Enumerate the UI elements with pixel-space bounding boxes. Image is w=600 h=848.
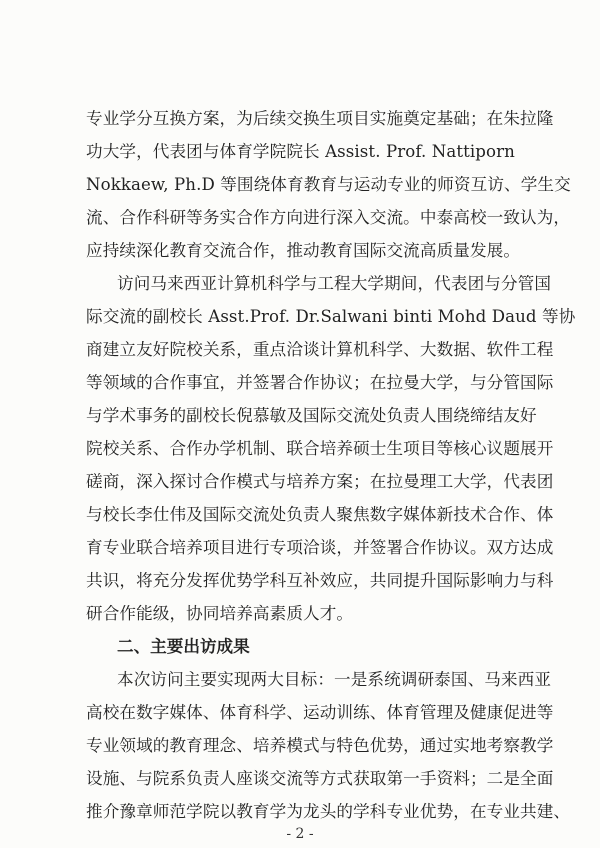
paragraph-line: 应持续深化教育交流合作，推动教育国际交流高质量发展。: [86, 241, 521, 260]
paragraph-line: 高校在数字媒体、体育科学、运动训练、体育管理及健康促进等: [86, 703, 554, 722]
paragraph-line: 本次访问主要实现两大目标：一是系统调研泰国、马来西亚: [117, 670, 552, 689]
paragraph-line: 功大学，代表团与体育学院院长 Assist. Prof. Nattiporn: [86, 142, 515, 161]
paragraph-line: 与学术事务的副校长倪慕敏及国际交流处负责人围绕缔结友好: [86, 406, 537, 425]
section-heading: 二、主要出访成果: [117, 637, 250, 656]
paragraph-line: 访问马来西亚计算机科学与工程大学期间，代表团与分管国: [117, 274, 552, 293]
paragraph-line: 际交流的副校长 Asst.Prof. Dr.Salwani binti Mohd Daud 等协: [86, 307, 576, 326]
paragraph-line: 育专业联合培养项目进行专项洽谈，并签署合作协议。双方达成: [86, 538, 554, 557]
paragraph-line: 共识，将充分发挥优势学科互补效应，共同提升国际影响力与科: [86, 571, 554, 590]
paragraph-line: 研合作能级，协同培养高素质人才。: [86, 604, 354, 623]
paragraph-line: 专业学分互换方案，为后续交换生项目实施奠定基础；在朱拉隆: [86, 109, 554, 128]
paragraph-line: 专业领域的教育理念、培养模式与特色优势，通过实地考察教学: [86, 736, 554, 755]
paragraph-line: 等领域的合作事宜，并签署合作协议；在拉曼大学，与分管国际: [86, 373, 554, 392]
paragraph-line: 商建立友好院校关系，重点洽谈计算机科学、大数据、软件工程: [86, 340, 554, 359]
page-number: - 2 -: [286, 826, 314, 842]
paragraph-line: 院校关系、合作办学机制、联合培养硕士生项目等核心议题展开: [86, 439, 554, 458]
paragraph-line: 设施、与院系负责人座谈交流等方式获取第一手资料；二是全面: [86, 769, 554, 788]
paragraph-line: 推介豫章师范学院以教育学为龙头的学科专业优势，在专业共建、: [86, 802, 571, 821]
paragraph-line: Nokkaew, Ph.D 等围绕体育教育与运动专业的师资互访、学生交: [86, 175, 571, 194]
paragraph-line: 磋商，深入探讨合作模式与培养方案；在拉曼理工大学，代表团: [86, 472, 554, 491]
paragraph-line: 与校长李仕伟及国际交流处负责人聚焦数字媒体新技术合作、体: [86, 505, 554, 524]
paragraph-line: 流、合作科研等务实合作方向进行深入交流。中泰高校一致认为，: [86, 208, 571, 227]
